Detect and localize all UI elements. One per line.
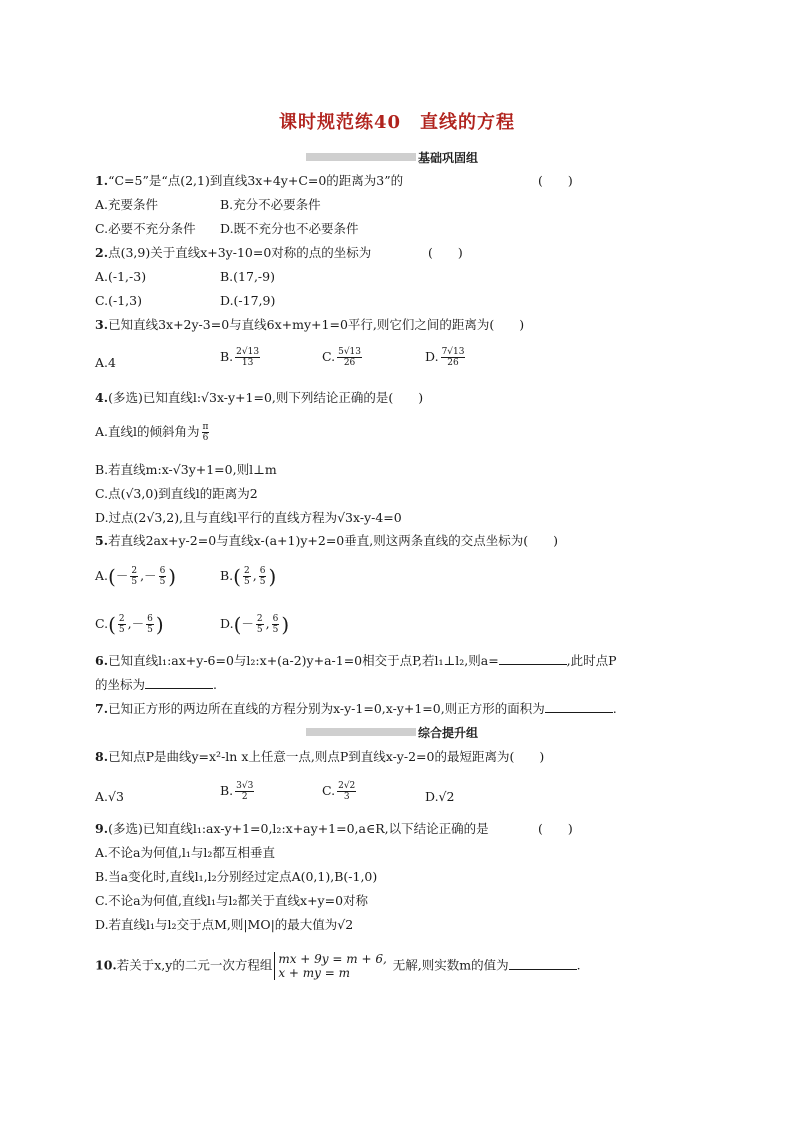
answer-blank[interactable] <box>145 677 213 689</box>
question-stem: 已知直线l₁:ax+y-6=0与l₂:x+(a-2)y+a-1=0相交于点P,若l₁⊥l₂,则a= <box>108 653 499 668</box>
option-d: D.√2 <box>425 789 455 804</box>
option-b: B.当a变化时,直线l₁,l₂分别经过定点A(0,1),B(-1,0) <box>95 869 378 884</box>
question-stem: 点(3,9)关于直线x+3y-10=0对称的点的坐标为 <box>108 245 372 260</box>
fraction: $\frac{6}{5}$ <box>159 566 166 587</box>
question-3 <box>95 317 524 333</box>
fraction: $\frac{2}{5}$ <box>243 566 250 587</box>
section-label-advanced: 综合提升组 <box>418 726 479 740</box>
fraction: $\frac{2}{5}$ <box>256 614 263 635</box>
option-c: C.不论a为何值,直线l₁与l₂都关于直线x+y=0对称 <box>95 893 369 908</box>
option-a: A.√3 <box>95 789 124 804</box>
fraction: $\frac{2√2}{3}$ <box>338 781 356 802</box>
answer-blank[interactable] <box>509 958 577 970</box>
question-6-cont: 的坐标为 . <box>95 677 217 692</box>
option-d: D.过点(2√3,2),且与直线l平行的直线方程为√3x-y-4=0 <box>95 510 402 525</box>
question-stem: 若直线2ax+y-2=0与直线x-(a+1)y+2=0垂直,则这两条直线的交点坐标为( ) <box>108 533 558 548</box>
option-b: B.若直线m:x-√3y+1=0,则l⊥m <box>95 462 277 477</box>
option-c: C. $\frac{2√2}{3}$ <box>322 781 356 802</box>
question-10: 10.若关于x,y的二元一次方程组 mx + 9y = m + 6, x + my = m 无解,则实数m的值为 . <box>95 952 581 980</box>
option-d: D.既不充分也不必要条件 <box>220 221 359 236</box>
section-header-advanced <box>306 725 486 739</box>
option-c: C. $\frac{5√13}{26}$ <box>322 347 362 368</box>
option-a: A.(－ $\frac{2}{5}$ ,－ $\frac{6}{5}$ ) <box>95 564 177 589</box>
option-a: A.4 <box>95 355 116 370</box>
question-number: 5. <box>95 533 109 548</box>
question-number: 1. <box>95 173 109 188</box>
page-title: 课时规范练40 直线的方程 <box>278 112 516 133</box>
option-c: C.必要不充分条件 <box>95 221 196 236</box>
section-bar <box>306 728 416 736</box>
fraction: $\frac{2}{5}$ <box>118 614 125 635</box>
question-9 <box>95 821 489 837</box>
question-stem: “C=5”是“点(2,1)到直线3x+4y+C=0的距离为3”的 <box>108 173 404 188</box>
option-b: B.充分不必要条件 <box>220 197 321 212</box>
option-d: D.若直线l₁与l₂交于点M,则|MO|的最大值为√2 <box>95 917 354 932</box>
fraction: $\frac{2}{5}$ <box>131 566 138 587</box>
question-6: 6.已知直线l₁:ax+y-6=0与l₂:x+(a-2)y+a-1=0相交于点P,若l₁⊥l₂,则a= ,此时点P <box>95 653 617 668</box>
fraction: $\frac{5√13}{26}$ <box>338 347 362 368</box>
option-b: B. $\frac{2√13}{13}$ <box>220 347 260 368</box>
question-number: 10. <box>95 957 117 973</box>
option-b: B. $\frac{3√3}{2}$ <box>220 781 254 802</box>
fraction: $\frac{6}{5}$ <box>147 614 153 635</box>
option-a: A.(-1,-3) <box>95 269 147 284</box>
question-8 <box>95 749 544 765</box>
fraction: $\frac{6}{5}$ <box>259 566 266 587</box>
question-1 <box>95 173 403 189</box>
option-d: D.(-17,9) <box>220 293 276 308</box>
answer-paren: ( ) <box>538 821 573 836</box>
question-number: 4. <box>95 390 109 405</box>
question-7: 7.已知正方形的两边所在直线的方程分别为x-y-1=0,x-y+1=0,则正方形的面积为 . <box>95 701 617 716</box>
answer-blank[interactable] <box>545 701 613 713</box>
fraction: $\frac{6}{5}$ <box>272 614 279 635</box>
question-stem: 若关于x,y的二元一次方程组 <box>116 957 273 973</box>
option-a: A.充要条件 <box>95 197 159 212</box>
answer-paren: ( ) <box>428 245 463 260</box>
question-stem: 已知点P是曲线y=x²-ln x上任意一点,则点P到直线x-y-2=0的最短距离为( ) <box>108 749 545 764</box>
question-stem: (多选)已知直线l₁:ax-y+1=0,l₂:x+ay+1=0,a∈R,以下结论正确的是 <box>108 821 489 836</box>
question-stem: 已知直线3x+2y-3=0与直线6x+my+1=0平行,则它们之间的距离为( ) <box>108 317 525 332</box>
section-header-basic <box>306 150 486 164</box>
section-bar <box>306 153 416 161</box>
option-c: C.( $\frac{2}{5}$ ,－ $\frac{6}{5}$ ) <box>95 612 164 637</box>
option-a: A.不论a为何值,l₁与l₂都互相垂直 <box>95 845 275 860</box>
fraction: $\frac{3√3}{2}$ <box>236 781 254 802</box>
question-number: 8. <box>95 749 109 764</box>
option-b: B.( $\frac{2}{5}$ , $\frac{6}{5}$ ) <box>220 564 277 589</box>
question-number: 7. <box>95 701 109 716</box>
option-d: D. $\frac{7√13}{26}$ <box>425 347 465 368</box>
question-2 <box>95 245 371 261</box>
option-b: B.(17,-9) <box>220 269 275 284</box>
section-label-basic: 基础巩固组 <box>418 151 479 165</box>
answer-paren: ( ) <box>538 173 573 188</box>
question-number: 3. <box>95 317 109 332</box>
equation-system: mx + 9y = m + 6, x + my = m <box>274 952 386 980</box>
question-stem: (多选)已知直线l:√3x-y+1=0,则下列结论正确的是( ) <box>108 390 424 405</box>
option-a: A.直线l的倾斜角为 $\frac{\pi}{6}$ <box>95 422 209 443</box>
fraction: $\frac{\pi}{6}$ <box>202 422 209 443</box>
option-c: C.点(√3,0)到直线l的距离为2 <box>95 486 258 501</box>
question-4 <box>95 390 423 406</box>
question-5 <box>95 533 558 549</box>
fraction: $\frac{7√13}{26}$ <box>441 347 465 368</box>
question-number: 6. <box>95 653 109 668</box>
option-c: C.(-1,3) <box>95 293 142 308</box>
option-d: D.(－ $\frac{2}{5}$ , $\frac{6}{5}$ ) <box>220 612 290 637</box>
question-stem: 已知正方形的两边所在直线的方程分别为x-y-1=0,x-y+1=0,则正方形的面积为 <box>108 701 545 716</box>
question-number: 9. <box>95 821 109 836</box>
fraction: $\frac{2√13}{13}$ <box>236 347 260 368</box>
question-number: 2. <box>95 245 109 260</box>
answer-blank[interactable] <box>499 653 567 665</box>
